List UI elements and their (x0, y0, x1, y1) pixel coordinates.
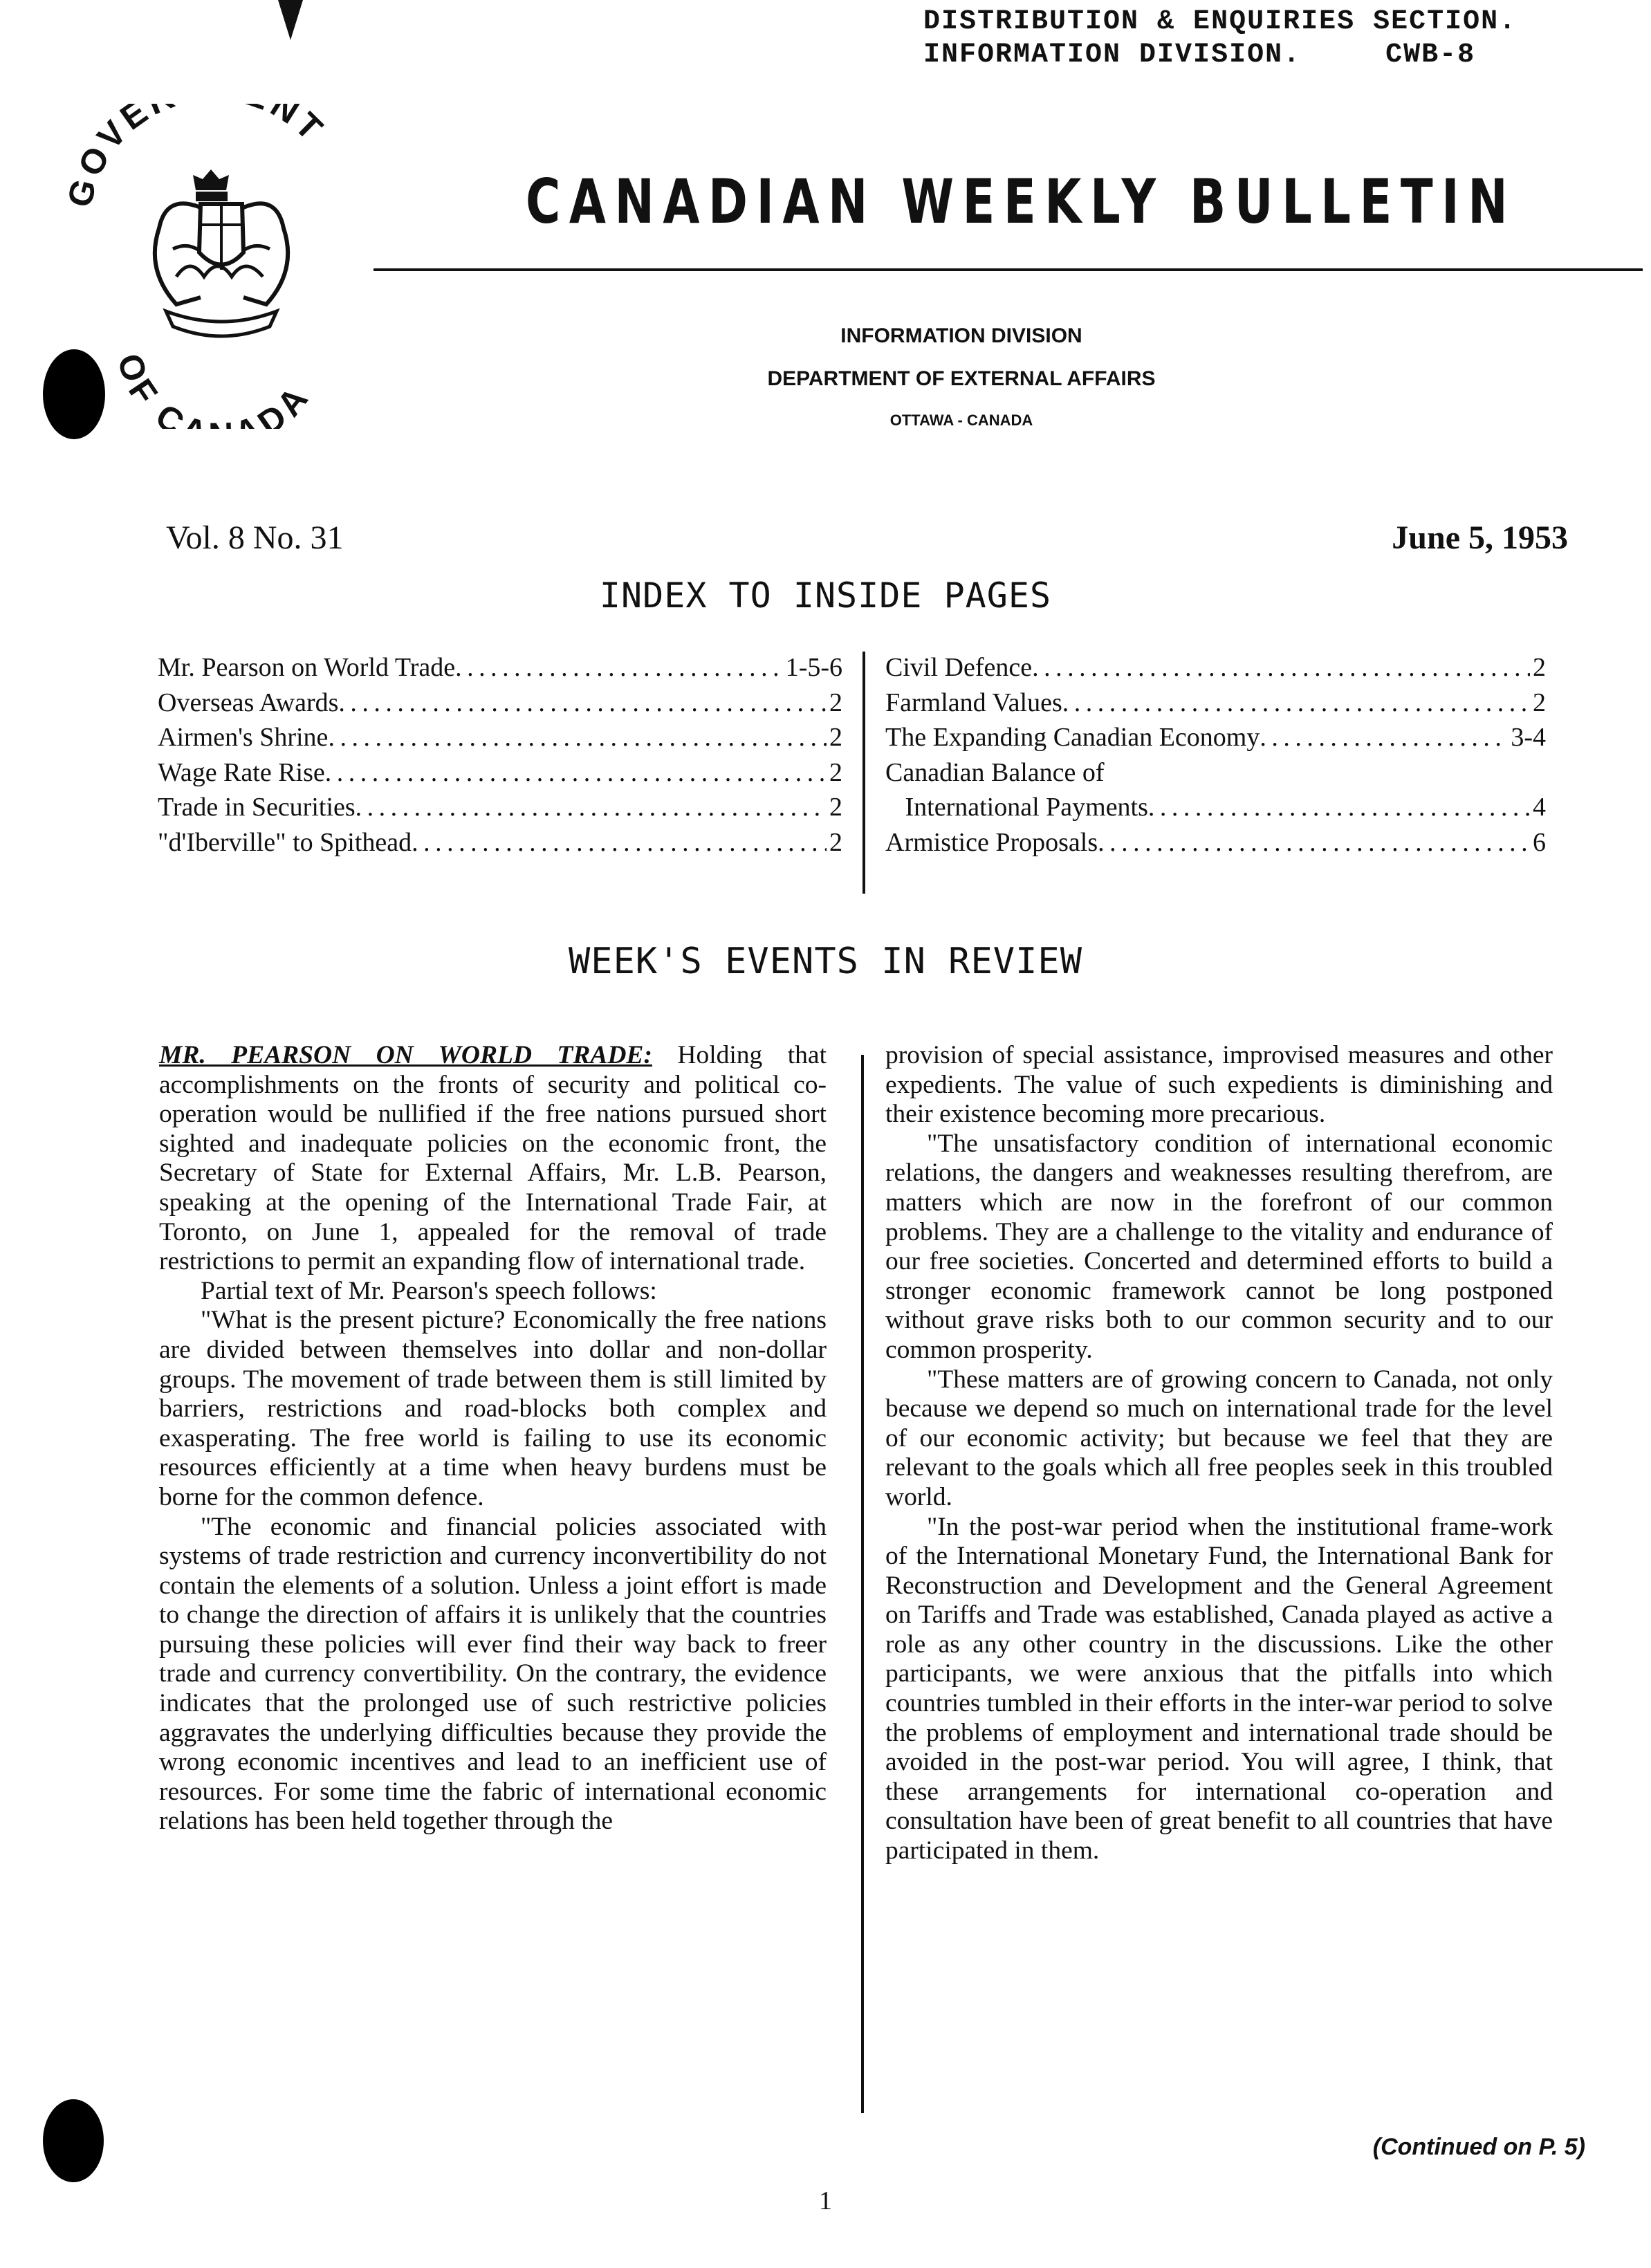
index-entry-page: 2 (829, 827, 842, 857)
issue-date: June 5, 1953 (1392, 519, 1568, 556)
index-entry-page: 6 (1533, 827, 1546, 857)
index-entry (158, 825, 842, 860)
index-entry-label: Wage Rate Rise (158, 757, 325, 787)
distribution-header (923, 6, 1517, 72)
article-paragraph: "The unsatisfactory condition of international economic relations, the dangers and weaknesses resulting therefrom, are matters which are now in the forefront of our common problems. They are a challenge to the vitality and endurance of our free societies. Concerted and determined efforts to build a stronger economic framework cannot be long postponed without grave risks both to our common security and to our common prosperity. (885, 1129, 1553, 1364)
index-entry-label: Airmen's Shrine (158, 723, 329, 752)
index-entry-label: The Expanding Canadian Economy (885, 723, 1260, 752)
distribution-line-2: INFORMATION DIVISION. (923, 39, 1302, 71)
punch-hole (43, 349, 105, 439)
column-divider (861, 1055, 864, 2113)
distribution-line-1: DISTRIBUTION & ENQUIRIES SECTION. (923, 6, 1518, 37)
index-divider (863, 652, 865, 894)
article-right-column (885, 1041, 1553, 1866)
index-entry (158, 720, 842, 755)
index-title: INDEX TO INSIDE PAGES (599, 575, 1052, 616)
index-entry (885, 720, 1546, 755)
index-entry-page: 2 (829, 793, 842, 822)
index-entry (158, 650, 842, 685)
index-entry-page: 4 (1533, 793, 1546, 822)
events-heading: WEEK'S EVENTS IN REVIEW (568, 941, 1083, 982)
index-entry (158, 790, 842, 825)
index-entry-page: 3-4 (1511, 723, 1546, 752)
index-entry-page: 2 (829, 757, 842, 787)
title-rule (373, 268, 1643, 271)
bulletin-title: CANADIAN WEEKLY BULLETIN (526, 166, 1517, 237)
index-left-column (158, 650, 842, 860)
article-paragraph: provision of special assistance, improvised measures and other expedients. The value of such expedients is diminishing and their existence becoming more precarious. (885, 1041, 1553, 1129)
continued-note: (Continued on P. 5) (1372, 2134, 1585, 2160)
department-block (678, 315, 1245, 441)
index-entry (885, 825, 1546, 860)
index-entry-label: Canadian Balance of (885, 757, 1105, 787)
coat-of-arms-icon (62, 104, 367, 429)
index-entry-label: Overseas Awards (158, 688, 339, 717)
issue-volume: Vol. 8 No. 31 (166, 519, 344, 556)
dept-line-2: DEPARTMENT OF EXTERNAL AFFAIRS (767, 367, 1156, 390)
index-entry-label: Trade in Securities (158, 793, 356, 822)
article-paragraph: "These matters are of growing concern to Canada, not only because we depend so much on international trade for the level of our economic activity; but because we feel that they are relevant to the goals which all free peoples seek in this troubled world. (885, 1365, 1553, 1511)
index-entry (158, 755, 842, 791)
index-right-column (885, 650, 1546, 860)
index-entry-label: Civil Defence (885, 653, 1033, 682)
article-paragraph: "In the post-war period when the institutional frame-work of the International Monetary Fund, the International Bank for Reconstruction and Development and the General Agreement on Tariffs and Trade was established, Canada played as active a role as any other country in the discussions. Like the other participants, we were anxious that the pitfalls into which countries tumbled in their efforts in the inter-war period to solve the problems of employment and international trade should be avoided in the post-war period. You will agree, I think, that these arrangements for international co-operation and consultation have been of great benefit to all countries that have participated in them. (885, 1512, 1553, 1865)
article-paragraph: "The economic and financial policies associated with systems of trade restriction and currency inconvertibility do not contain the elements of a solution. Unless a joint effort is made to change the direction of affairs it is unlikely that the countries pursuing these policies will ever find their way back to freer trade and currency convertibility. On the contrary, the evidence indicates that the prolonged use of such restrictive policies aggravates the underlying difficulties because they provide the wrong economic incentives and lead to an inefficient use of resources. For some time the fabric of international economic relations has been held together through the (159, 1512, 827, 1836)
index-entry-page: 1-5-6 (785, 653, 842, 682)
index-entry-label: Armistice Proposals (885, 827, 1098, 857)
index-entry (885, 790, 1546, 825)
index-entry-page: 2 (829, 688, 842, 717)
index-entry-label: Farmland Values (885, 688, 1062, 717)
article-paragraph (159, 1041, 827, 1277)
index-entry (885, 685, 1546, 721)
government-crest (62, 104, 367, 429)
index-entry (885, 650, 1546, 685)
index-entry-label: International Payments (885, 793, 1148, 822)
index-entry-page: 2 (829, 723, 842, 752)
article-paragraph: "What is the present picture? Economically the free nations are divided between themselves into dollar and non-dollar groups. The movement of trade between them is still limited by barriers, restrictions and road-blocks both complex and exasperating. The free world is failing to use its economic resources efficiently at a time when heavy burdens must be borne for the common defence. (159, 1306, 827, 1511)
document-code: CWB-8 (1385, 39, 1476, 71)
article-paragraph: Partial text of Mr. Pearson's speech follows: (201, 1276, 657, 1305)
crest-bottom-text: OF C DA (109, 349, 319, 429)
page-number: 1 (819, 2186, 832, 2215)
crest-top-text: GOVE NT (62, 104, 333, 211)
index-entry-page: 2 (1533, 688, 1546, 717)
svg-text:OF CANADA (110, 349, 319, 429)
dept-line-1: INFORMATION DIVISION (840, 324, 1082, 347)
index-entry (885, 755, 1546, 791)
dept-line-3: OTTAWA - CANADA (889, 412, 1033, 429)
article-left-column (159, 1041, 827, 1836)
index-entry-page: 2 (1533, 653, 1546, 682)
punch-hole (43, 2099, 104, 2182)
corner-mark-icon (277, 0, 304, 42)
index-entry-label: "d'Iberville" to Spithead (158, 827, 412, 857)
index-entry (158, 685, 842, 721)
article-lead-heading: MR. PEARSON ON WORLD TRADE: (159, 1041, 652, 1069)
index-entry-label: Mr. Pearson on World Trade (158, 653, 456, 682)
article-paragraph-text: Holding that accomplishments on the fronts of security and political co-operation would be nullified if the free nations pursued short sighted and inadequate policies on the economic front, the Secretary of State for External Affairs, Mr. L.B. Pearson, speaking at the opening of the International Trade Fair, at Toronto, on June 1, appealed for the removal of trade restrictions to permit an expanding flow of international trade. (159, 1041, 827, 1276)
